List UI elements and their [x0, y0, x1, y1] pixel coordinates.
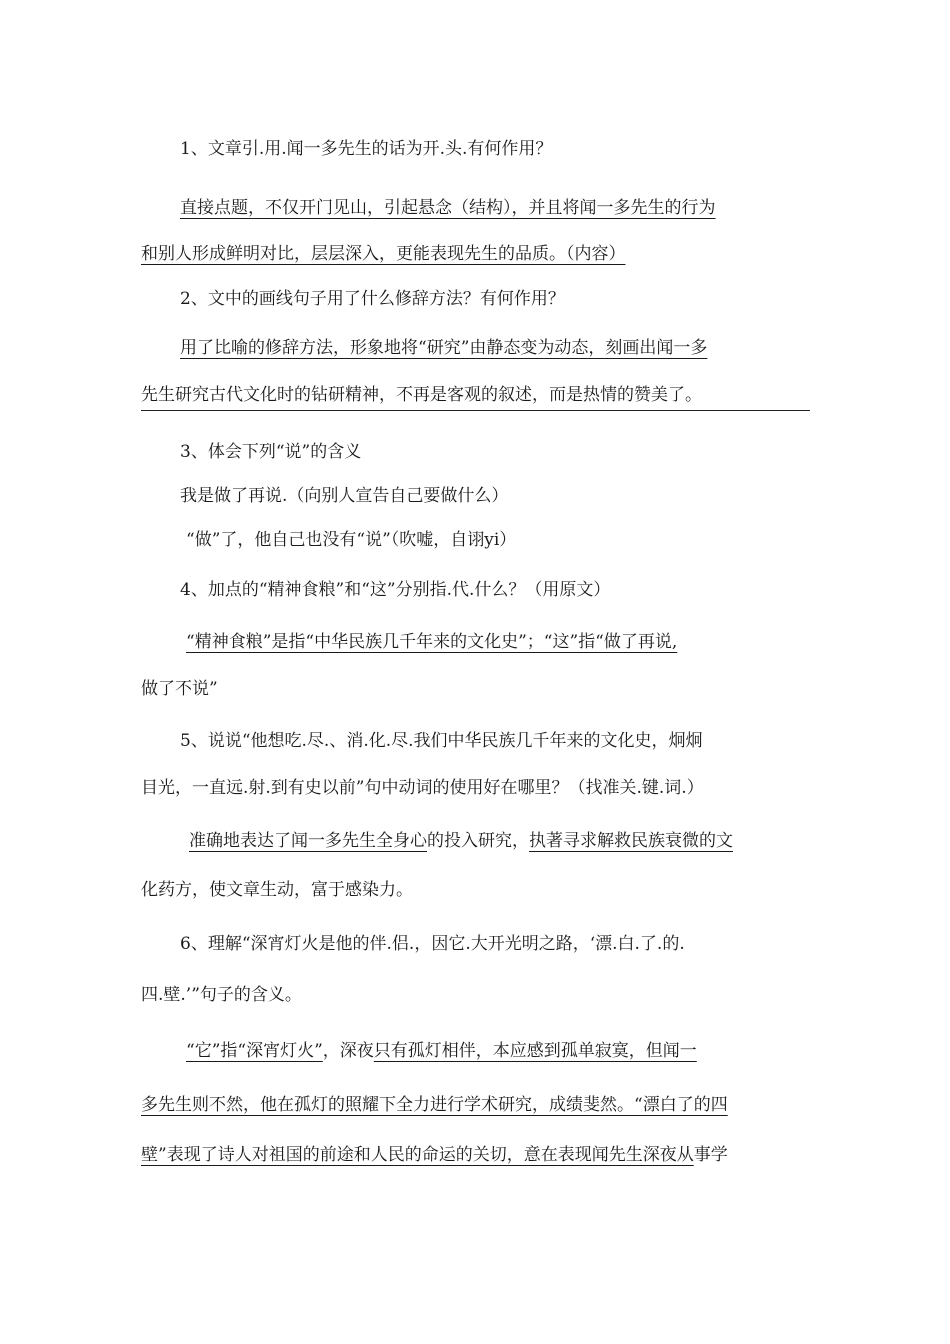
answer-6-line-1	[186, 1039, 697, 1063]
answer-5-line-2: 化药方，使文章生动，富于感染力。	[141, 880, 413, 900]
answer-6-plain-phrase: ，深夜	[322, 1041, 374, 1061]
answer-5-underlined-phrase-1: 准确地表达了闻一多先生全身心	[189, 831, 427, 851]
answer-2-underline	[141, 410, 810, 411]
question-5-line-2: 目光，一直远.射.到有史以前”句中动词的使用好在哪里？（找准关.键.词.）	[141, 778, 704, 798]
question-3-item-2: “做”了，他自己也没有“说”（吹嘘，自诩yi）	[186, 530, 517, 550]
answer-5-line-1	[189, 829, 733, 853]
answer-6-underlined-phrase-3: 壁”表现了诗人对祖国的前途和人民的命运的关切，意在表现闻先生深夜从	[141, 1145, 694, 1165]
answer-5-plain-phrase: 的投入研究，	[427, 831, 529, 851]
answer-4-line-1: “精神食粮”是指“中华民族几千年来的文化史”；“这”指“做了再说,	[186, 632, 678, 652]
answer-1-line-2: 和别人形成鲜明对比，层层深入，更能表现先生的品质。（内容）	[141, 244, 626, 264]
question-6-line-1: 6、理解“深宵灯火是他的伴.侣.，因它.大开光明之路，‘漂.白.了.的.	[180, 934, 685, 954]
answer-2-line-1: 用了比喻的修辞方法，形象地将“研究”由静态变为动态，刻画出闻一多	[180, 338, 708, 358]
answer-4-line-2: 做了不说”	[141, 679, 218, 699]
answer-6-line-3	[141, 1143, 728, 1167]
question-4: 4、加点的“精神食粮”和“这”分别指.代.什么？（用原文）	[180, 580, 611, 600]
question-5-line-1: 5、说说“他想吃.尽.、消.化.尽.我们中华民族几千年来的文化史，炯炯	[180, 731, 703, 751]
question-6-line-2: 四.壁.’”句子的含义。	[141, 985, 302, 1005]
question-3-item-1: 我是做了再说.（向别人宣告自己要做什么）	[180, 486, 509, 506]
answer-6-underlined-phrase-1: “它”指“深宵灯火”	[186, 1041, 323, 1061]
question-3: 3、体会下列“说”的含义	[180, 442, 362, 462]
answer-5-underlined-phrase-2: 执著寻求解救民族衰微的文	[529, 831, 733, 851]
answer-2-line-2: 先生研究古代文化时的钻研精神，不再是客观的叙述，而是热情的赞美了。	[141, 385, 702, 405]
question-1: 1、文章引.用.闻一多先生的话为开.头.有何作用？	[180, 139, 553, 159]
answer-1-line-1: 直接点题，不仅开门见山，引起悬念（结构），并且将闻一多先生的行为	[180, 198, 716, 218]
question-2: 2、文中的画线句子用了什么修辞方法？有何作用？	[180, 289, 565, 309]
answer-6-line-2: 多先生则不然，他在孤灯的照耀下全力进行学术研究，成绩斐然。“漂白了的四	[141, 1095, 728, 1115]
answer-6-trailing-text: 事学	[693, 1145, 728, 1165]
answer-6-underlined-phrase-2: 只有孤灯相伴，本应感到孤单寂寞，但闻一	[373, 1041, 697, 1061]
